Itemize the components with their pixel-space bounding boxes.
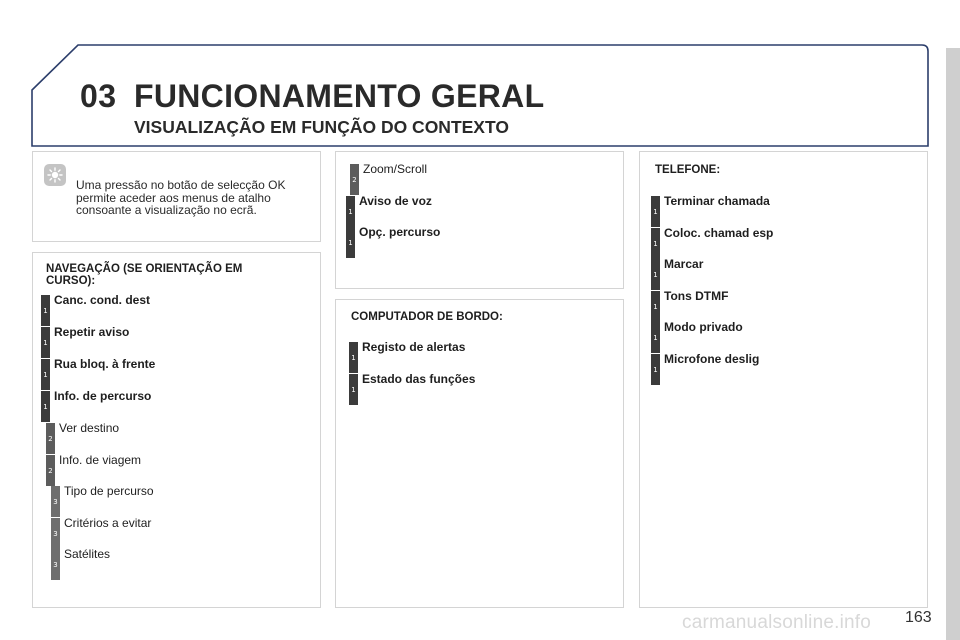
lightbulb-icon — [44, 164, 66, 186]
tip-text-line: consoante a visualização no ecrã. — [76, 203, 257, 217]
level-badge: 1 — [651, 291, 660, 322]
menu-item-label: Microfone deslig — [664, 352, 760, 366]
menu-item-label: Satélites — [64, 547, 111, 561]
chapter-subtitle: VISUALIZAÇÃO EM FUNÇÃO DO CONTEXTO — [134, 117, 509, 137]
level-badge: 1 — [41, 391, 50, 422]
telephone-title: TELEFONE: — [655, 164, 721, 176]
menu-item-label: Coloc. chamad esp — [664, 226, 774, 240]
level-badge: 1 — [651, 322, 660, 353]
menu-item-label: Canc. cond. dest — [54, 293, 151, 307]
level-badge: 3 — [51, 518, 60, 549]
level-badge: 1 — [346, 227, 355, 258]
chapter-title: FUNCIONAMENTO GERAL — [134, 78, 545, 114]
menu-item-label: Modo privado — [664, 320, 743, 334]
level-badge: 1 — [651, 259, 660, 290]
level-badge: 1 — [349, 374, 358, 405]
level-badge: 1 — [349, 342, 358, 373]
menu-item-label: Repetir aviso — [54, 325, 130, 339]
level-badge: 2 — [350, 164, 359, 195]
level-badge: 1 — [41, 295, 50, 326]
level-badge: 1 — [651, 354, 660, 385]
level-badge: 2 — [46, 423, 55, 454]
menu-item-label: Aviso de voz — [359, 194, 432, 208]
computer-title: COMPUTADOR DE BORDO: — [351, 311, 503, 323]
menu-item-label: Marcar — [664, 257, 704, 271]
menu-item-label: Opç. percurso — [359, 225, 441, 239]
tip-text-line: Uma pressão no botão de selecção OK — [76, 178, 286, 192]
menu-item-label: Info. de percurso — [54, 389, 152, 403]
level-badge: 2 — [46, 455, 55, 486]
level-badge: 1 — [651, 196, 660, 227]
level-badge: 1 — [651, 228, 660, 259]
menu-item-label: Tons DTMF — [664, 289, 729, 303]
menu-item-label: Tipo de percurso — [64, 484, 154, 498]
side-scroll-strip — [946, 48, 960, 640]
level-badge: 1 — [41, 359, 50, 390]
watermark: carmanualsonline.info — [682, 612, 872, 633]
computer-panel — [335, 299, 624, 608]
chapter-number: 03 — [80, 78, 117, 114]
navigation-title: NAVEGAÇÃO (SE ORIENTAÇÃO EM CURSO): — [46, 263, 243, 287]
page-number: 163 — [905, 609, 932, 626]
menu-item-label: Registo de alertas — [362, 340, 466, 354]
menu-item-label: Estado das funções — [362, 372, 476, 386]
menu-item-label: Critérios a evitar — [64, 516, 152, 530]
level-badge: 3 — [51, 549, 60, 580]
level-badge: 1 — [346, 196, 355, 227]
menu-item-label: Info. de viagem — [59, 453, 142, 467]
telephone-panel — [639, 151, 928, 608]
menu-item-label: Zoom/Scroll — [363, 162, 428, 176]
menu-item-label: Ver destino — [59, 421, 120, 435]
menu-item-label: Rua bloq. à frente — [54, 357, 156, 371]
menu-item-label: Terminar chamada — [664, 194, 770, 208]
tip-text — [76, 179, 285, 217]
tip-panel — [32, 151, 321, 242]
map-options-panel — [335, 151, 624, 289]
navigation-panel — [32, 252, 321, 608]
level-badge: 3 — [51, 486, 60, 517]
tip-text-line: permite aceder aos menus de atalho — [76, 190, 271, 205]
level-badge: 1 — [41, 327, 50, 358]
